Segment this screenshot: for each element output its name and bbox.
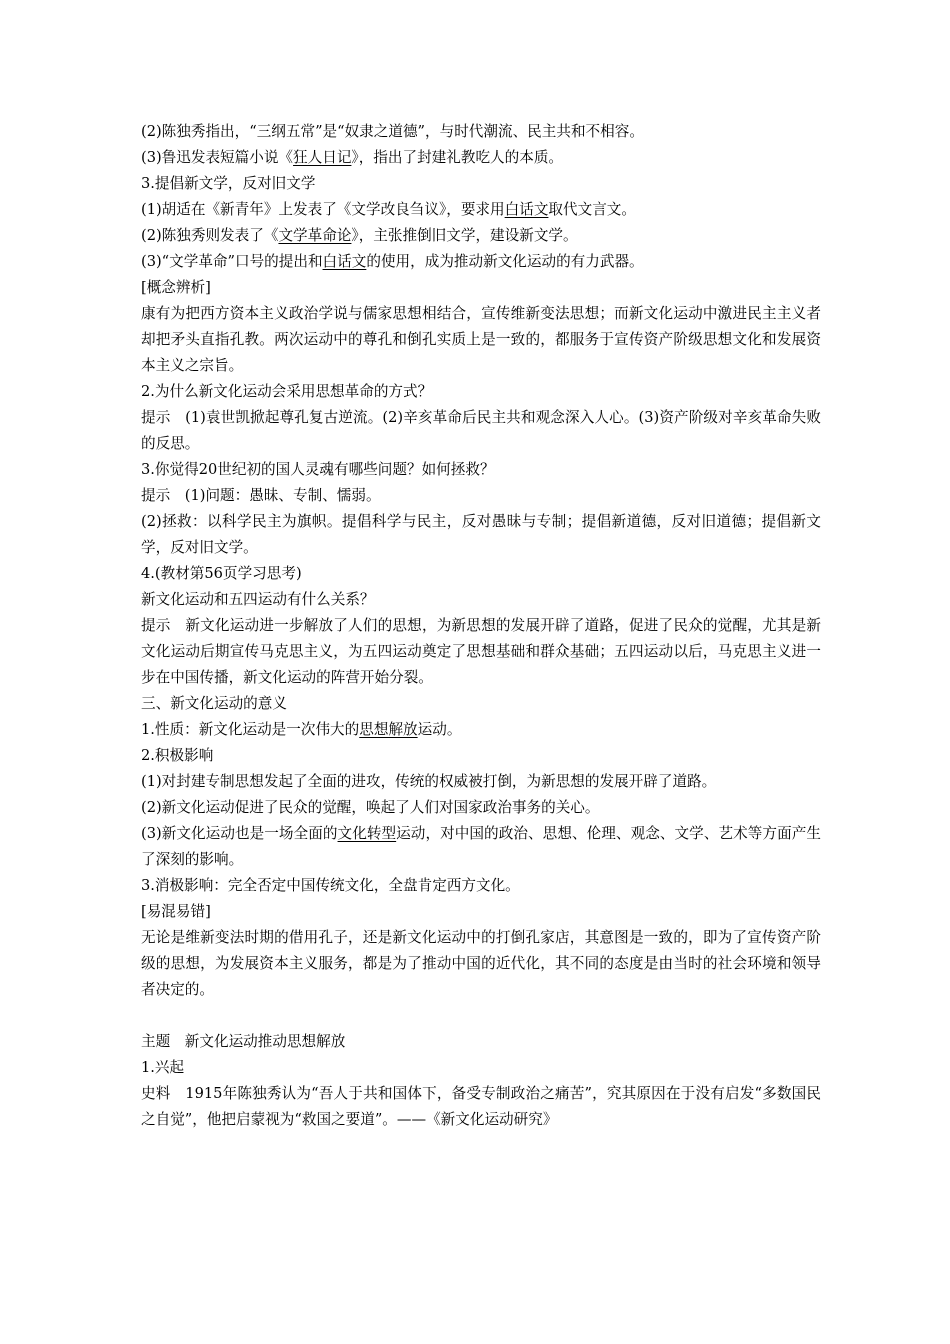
underlined-term: 思想解放: [359, 721, 418, 738]
answer: (2)拯救：以科学民主为旗帜。提倡科学与民主，反对愚昧与专制；提倡新道德，反对旧道德；提倡新文学，反对旧文学。: [141, 513, 821, 556]
underlined-term: 狂人日记: [293, 149, 352, 166]
document-body: [141, 119, 821, 1133]
section-heading: 三、新文化运动的意义: [141, 695, 287, 712]
text-line: 3.消极影响：完全否定中国传统文化，全盘肯定西方文化。: [141, 877, 520, 894]
subheading: 2.积极影响: [141, 747, 214, 764]
underlined-term: 白话文: [504, 201, 549, 218]
paragraph: 康有为把西方资本主义政治学说与儒家思想相结合，宣传维新变法思想；而新文化运动中激进民主主义者却把矛头直指孔教。两次运动中的尊孔和倒孔实质上是一致的，都服务于宣传资产阶级思想文化和发展资本主义之宗旨。: [141, 305, 821, 374]
section-tag: [概念辨析]: [141, 279, 211, 296]
topic-heading: 主题 新文化运动推动思想解放: [141, 1033, 346, 1050]
question: 3.你觉得20世纪初的国人灵魂有哪些问题？如何拯救？: [141, 461, 495, 478]
question: 2.为什么新文化运动会采用思想革命的方式？: [141, 383, 433, 400]
question: 4.(教材第56页学习思考): [141, 565, 302, 582]
paragraph: 无论是维新变法时期的借用孔子，还是新文化运动中的打倒孔家店，其意图是一致的，即为了宣传资产阶级的思想，为发展资本主义服务，都是为了推动中国的近代化，其不同的态度是由当时的社会环境和领导者决定的。: [141, 929, 821, 998]
text-line: (2)陈独秀指出，“三纲五常”是“奴隶之道德”，与时代潮流、民主共和不相容。: [141, 123, 644, 140]
text-line: (3)新文化运动也是一场全面的文化转型运动，对中国的政治、思想、伦理、观念、文学、艺术等方面产生了深刻的影响。: [141, 825, 821, 868]
text-line: (1)对封建专制思想发起了全面的进攻，传统的权威被打倒，为新思想的发展开辟了道路。: [141, 773, 717, 790]
answer: 提示 (1)袁世凯掀起尊孔复古逆流。(2)辛亥革命后民主共和观念深入人心。(3)资产阶级对辛亥革命失败的反思。: [141, 409, 821, 452]
text-line: (2)新文化运动促进了民众的觉醒，唤起了人们对国家政治事务的关心。: [141, 799, 600, 816]
text-line: (2)陈独秀则发表了《文学革命论》，主张推倒旧文学，建设新文学。: [141, 227, 578, 244]
source-material: 史料 1915年陈独秀认为“吾人于共和国体下，备受专制政治之痛苦”，究其原因在于没有启发“多数国民之自觉”，他把启蒙视为“救国之要道”。——《新文化运动研究》: [141, 1085, 821, 1128]
text-line: 1.性质：新文化运动是一次伟大的思想解放运动。: [141, 721, 462, 738]
text-line: (1)胡适在《新青年》上发表了《文学改良刍议》，要求用白话文取代文言文。: [141, 201, 636, 218]
question: 新文化运动和五四运动有什么关系？: [141, 591, 375, 608]
blank-line: [141, 1003, 821, 1029]
subheading: 1.兴起: [141, 1059, 185, 1076]
text-line: (3)鲁迅发表短篇小说《狂人日记》，指出了封建礼教吃人的本质。: [141, 149, 564, 166]
underlined-term: 白话文: [322, 253, 367, 270]
underlined-term: 文化转型: [337, 825, 397, 842]
subheading: 3.提倡新文学，反对旧文学: [141, 175, 316, 192]
underlined-term: 文学革命论: [278, 227, 352, 244]
section-tag: [易混易错]: [141, 903, 211, 920]
text-line: (3)“文学革命”口号的提出和白话文的使用，成为推动新文化运动的有力武器。: [141, 253, 644, 270]
answer: 提示 (1)问题：愚昧、专制、懦弱。: [141, 487, 381, 504]
answer: 提示 新文化运动进一步解放了人们的思想，为新思想的发展开辟了道路，促进了民众的觉醒，尤其是新文化运动后期宣传马克思主义，为五四运动奠定了思想基础和群众基础；五四运动以后，马克思主义进一步在中国传播，新文化运动的阵营开始分裂。: [141, 617, 821, 686]
